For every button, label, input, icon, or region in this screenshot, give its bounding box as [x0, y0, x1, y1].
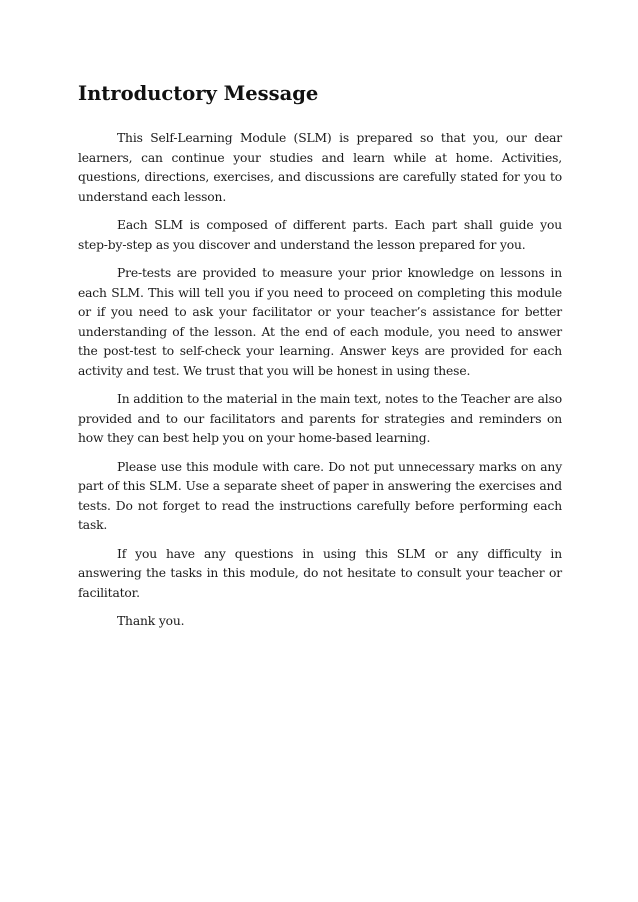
- paragraph-questions: If you have any questions in using this SLM or any difficulty in answering the tasks in this module, do not hesitate to consult your teacher or facilitator.: [78, 546, 562, 600]
- paragraph-slm-purpose: This Self-Learning Module (SLM) is prepared so that you, our dear learners, can continue your studies and learn while at home. Activities, questions, directions, exercises, and discussions are carefully stated for you to understand each lesson.: [78, 131, 562, 204]
- paragraph-slm-parts: Each SLM is composed of different parts. Each part shall guide you step-by-step as you discover and understand the lesson prepared for you.: [78, 218, 562, 252]
- paragraph-module-care: Please use this module with care. Do not put unnecessary marks on any part of this SLM. Use a separate sheet of paper in answering the exercises and tests. Do not forget to read the instructions carefully before performing each task.: [78, 459, 562, 532]
- paragraph-thank-you: Thank you.: [117, 614, 185, 628]
- paragraph-pre-tests: Pre-tests are provided to measure your prior knowledge on lessons in each SLM. This will tell you if you need to proceed on completing this module or if you need to ask your facilitator or your teacher’s assistance for better understanding of the lesson. At the end of each module, you need to answer the post-test to self-check your learning. Answer keys are provided for each activity and test. We trust that you will be honest in using these.: [78, 266, 562, 378]
- paragraph-teacher-notes: In addition to the material in the main text, notes to the Teacher are also provided and to our facilitators and parents for strategies and reminders on how they can best help you on your home-based learning.: [78, 392, 562, 445]
- document-body: [78, 80, 562, 641]
- page-title: Introductory Message: [78, 82, 319, 105]
